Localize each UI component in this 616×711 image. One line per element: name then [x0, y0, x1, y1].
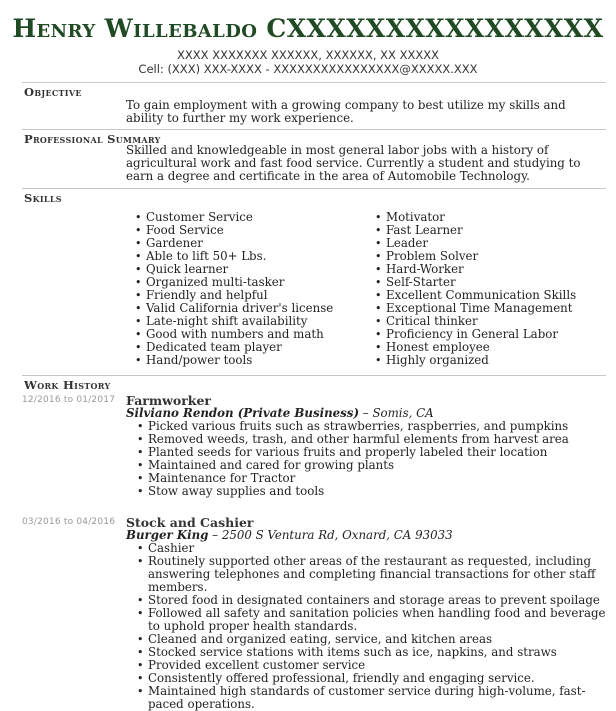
skills-body	[126, 189, 606, 367]
summary-title: Professional Summary	[24, 132, 161, 146]
job-entry	[22, 393, 606, 498]
skills-list-left	[126, 211, 366, 367]
skill-item: • Quick learner	[146, 263, 366, 276]
skill-item: • Late-night shift availability	[146, 315, 366, 328]
job-duty: • Maintained high standards of customer service during high-volume, fast-paced operations.	[148, 685, 606, 711]
objective-text: To gain employment with a growing company to best utilize my skills and ability to further my work experience.	[126, 98, 566, 125]
job-employer-line: Silviano Rendon (Private Business) – Somis, CA	[126, 406, 434, 420]
job-entry	[22, 515, 606, 711]
job-duties	[126, 542, 606, 711]
job-duty: • Maintained and cared for growing plants	[148, 459, 606, 472]
job-employer: Silviano Rendon (Private Business)	[126, 406, 360, 420]
job-duty: • Planted seeds for various fruits and properly labeled their location	[148, 446, 606, 459]
summary-section	[22, 129, 606, 183]
skill-item: • Organized multi-tasker	[146, 276, 366, 289]
candidate-name: Henry Willebaldo CXXXXXXXXXXXXXXXX	[12, 14, 604, 43]
skill-item: • Hand/power tools	[146, 354, 366, 367]
job-dates: 03/2016 to 04/2016	[22, 517, 116, 527]
skills-section	[22, 188, 606, 367]
job-location: 2500 S Ventura Rd, Oxnard, CA 93033	[221, 528, 453, 542]
job-duty: • Cleaned and organized eating, service, and kitchen areas	[148, 633, 606, 646]
resume-header	[0, 0, 616, 76]
skill-item: • Motivator	[386, 211, 606, 224]
skill-item: • Customer Service	[146, 211, 366, 224]
skills-title: Skills	[24, 191, 62, 205]
skill-item: • Problem Solver	[386, 250, 606, 263]
skill-item: • Dedicated team player	[146, 341, 366, 354]
summary-text: Skilled and knowledgeable in most general labor jobs with a history of agricultural work and fast food service. Currently a student and studying to earn a degree and certificate in the area of Automobile Technology.	[126, 143, 581, 183]
work-history-section	[22, 375, 606, 711]
job-duty: • Provided excellent customer service	[148, 659, 606, 672]
job-duty: • Routinely supported other areas of the restaurant as requested, including answering telephones and completing financial transactions for other staff members.	[148, 555, 606, 594]
skill-item: • Gardener	[146, 237, 366, 250]
skill-item: • Friendly and helpful	[146, 289, 366, 302]
skill-item: • Good with numbers and math	[146, 328, 366, 341]
job-duty: • Picked various fruits such as strawberries, raspberries, and pumpkins	[148, 420, 606, 433]
skill-item: • Excellent Communication Skills	[386, 289, 606, 302]
contact-line: Cell: (XXX) XXX-XXXX - XXXXXXXXXXXXXXXX@XXXXX.XXX	[138, 62, 478, 76]
skill-item: • Able to lift 50+ Lbs.	[146, 250, 366, 263]
skill-item: • Leader	[386, 237, 606, 250]
job-duty: • Consistently offered professional, friendly and engaging service.	[148, 672, 606, 685]
skill-item: • Exceptional Time Management	[386, 302, 606, 315]
skill-item: • Self-Starter	[386, 276, 606, 289]
objective-title: Objective	[24, 85, 82, 99]
job-duty: • Stocked service stations with items such as ice, napkins, and straws	[148, 646, 606, 659]
job-duty: • Removed weeds, trash, and other harmful elements from harvest area	[148, 433, 606, 446]
skills-list-right	[366, 211, 606, 367]
job-dates: 12/2016 to 01/2017	[22, 395, 116, 405]
address-line: XXXX XXXXXXX XXXXXX, XXXXXX, XX XXXXX	[177, 48, 439, 62]
skill-item: • Food Service	[146, 224, 366, 237]
job-duty: • Stow away supplies and tools	[148, 485, 606, 498]
skill-item: • Hard-Worker	[386, 263, 606, 276]
objective-section	[22, 82, 606, 125]
job-duty: • Followed all safety and sanitation policies when handling food and beverage to uphold proper health standards.	[148, 607, 606, 633]
job-employer: Burger King	[126, 528, 209, 542]
job-duty: • Maintenance for Tractor	[148, 472, 606, 485]
job-title: Stock and Cashier	[126, 515, 254, 530]
skill-item: • Highly organized	[386, 354, 606, 367]
job-duty: • Stored food in designated containers and storage areas to prevent spoilage	[148, 594, 606, 607]
job-title: Farmworker	[126, 393, 211, 408]
job-duty: • Cashier	[148, 542, 606, 555]
skill-item: • Valid California driver's license	[146, 302, 366, 315]
skill-item: • Critical thinker	[386, 315, 606, 328]
skill-item: • Proficiency in General Labor	[386, 328, 606, 341]
job-employer-line: Burger King – 2500 S Ventura Rd, Oxnard, CA 93033	[126, 528, 453, 542]
skill-item: • Honest employee	[386, 341, 606, 354]
job-duties	[126, 420, 606, 498]
work-history-title: Work History	[24, 378, 111, 392]
skill-item: • Fast Learner	[386, 224, 606, 237]
job-location: Somis, CA	[372, 406, 434, 420]
